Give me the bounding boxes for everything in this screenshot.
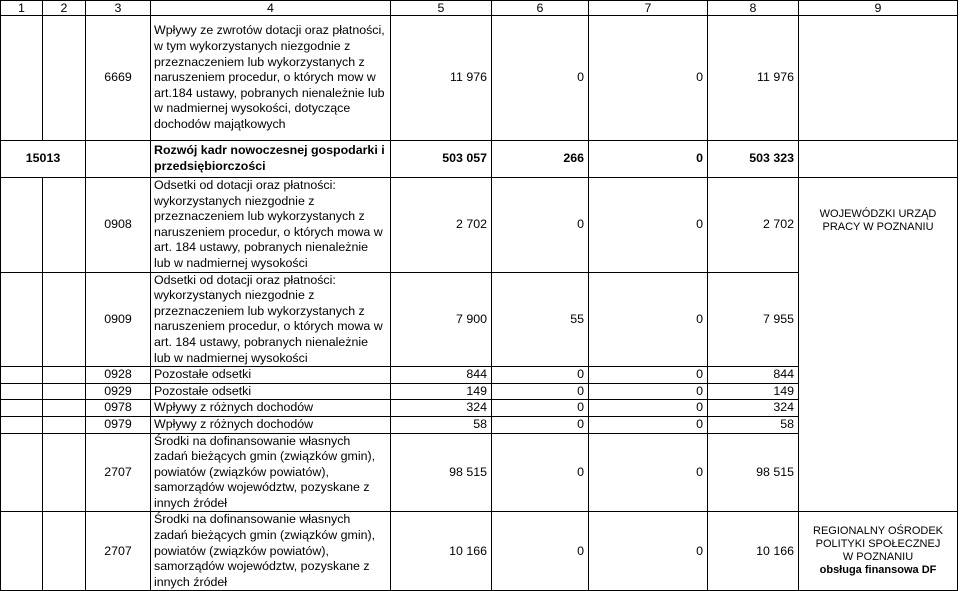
row-description: Środki na dofinansowanie własnych zadań bieżących gmin (związków gmin), powiatów (związków powiatów), samorządów województw, pozyskane z innych źródeł (151, 433, 391, 512)
value-cell: 0 (589, 383, 708, 400)
paragraph-code: 0979 (86, 416, 151, 433)
paragraph-code: 0908 (86, 178, 151, 273)
value-cell: 58 (391, 416, 492, 433)
row-description: Środki na dofinansowanie własnych zadań bieżących gmin (związków gmin), powiatów (związków powiatów), samorządów województw, pozyskane z innych źródeł (151, 512, 391, 591)
row-description: Wpływy z różnych dochodów (151, 416, 391, 433)
table-row (1, 16, 958, 141)
value-cell: 55 (492, 272, 589, 367)
value-cell: 10 166 (708, 512, 799, 591)
value-cell: 0 (492, 416, 589, 433)
col-header: 1 (1, 1, 43, 16)
col-header: 2 (43, 1, 86, 16)
paragraph-code: 0929 (86, 383, 151, 400)
value-cell: 266 (492, 141, 589, 178)
header-row (1, 1, 958, 16)
value-cell: 58 (708, 416, 799, 433)
row-description: Wpływy z różnych dochodów (151, 400, 391, 417)
row-description: Pozostałe odsetki (151, 367, 391, 384)
value-cell: 0 (492, 383, 589, 400)
row-description: Pozostałe odsetki (151, 383, 391, 400)
value-cell: 0 (589, 272, 708, 367)
value-cell: 0 (492, 367, 589, 384)
value-cell: 11 976 (708, 16, 799, 141)
value-cell: 844 (708, 367, 799, 384)
col-header: 5 (391, 1, 492, 16)
paragraph-code: 0978 (86, 400, 151, 417)
value-cell: 0 (492, 16, 589, 141)
col-header: 8 (708, 1, 799, 16)
unit-note: WOJEWÓDZKI URZĄD PRACY W POZNANIU (799, 178, 958, 512)
note-line: W POZNANIU (842, 551, 914, 564)
value-cell: 0 (589, 416, 708, 433)
note-line: obsługa finansowa DF (819, 564, 937, 577)
value-cell: 149 (708, 383, 799, 400)
value-cell: 0 (492, 433, 589, 512)
col-header: 6 (492, 1, 589, 16)
value-cell: 98 515 (708, 433, 799, 512)
value-cell: 149 (391, 383, 492, 400)
table-row (1, 141, 958, 178)
value-cell: 2 702 (708, 178, 799, 273)
value-cell: 0 (589, 512, 708, 591)
value-cell: 11 976 (391, 16, 492, 141)
value-cell: 0 (589, 367, 708, 384)
value-cell: 0 (589, 433, 708, 512)
value-cell: 324 (708, 400, 799, 417)
row-description: Rozwój kadr nowoczesnej gospodarki i przedsiębiorczości (151, 141, 391, 178)
value-cell: 0 (589, 16, 708, 141)
note-line: REGIONALNY OŚRODEK (813, 525, 943, 538)
paragraph-code: 2707 (86, 433, 151, 512)
paragraph-code: 6669 (86, 16, 151, 141)
table-row (1, 178, 958, 273)
value-cell: 503 057 (391, 141, 492, 178)
value-cell: 7 900 (391, 272, 492, 367)
col-header: 9 (799, 1, 958, 16)
row-description: Odsetki od dotacji oraz płatności: wykorzystanych niezgodnie z przeznaczeniem lub wykorzystanych z naruszeniem procedur, o których mowa w art. 184 ustawy, pobranych nienależnie lub w nadmiernej wysokości (151, 272, 391, 367)
paragraph-code: 0928 (86, 367, 151, 384)
row-description: Odsetki od dotacji oraz płatności: wykorzystanych niezgodnie z przeznaczeniem lub wykorzystanych z naruszeniem procedur, o których mowa w art. 184 ustawy, pobranych nienależnie lub w nadmiernej wysokości (151, 178, 391, 273)
value-cell: 2 702 (391, 178, 492, 273)
col-header: 3 (86, 1, 151, 16)
paragraph-code: 0909 (86, 272, 151, 367)
paragraph-code: 2707 (86, 512, 151, 591)
table-row (1, 512, 958, 591)
value-cell: 0 (492, 512, 589, 591)
value-cell: 0 (589, 400, 708, 417)
value-cell: 98 515 (391, 433, 492, 512)
col-header: 7 (589, 1, 708, 16)
value-cell: 0 (492, 400, 589, 417)
col-header: 4 (151, 1, 391, 16)
note-line: POLITYKI SPOŁECZNEJ (815, 538, 941, 551)
value-cell: 503 323 (708, 141, 799, 178)
value-cell: 0 (492, 178, 589, 273)
row-description: Wpływy ze zwrotów dotacji oraz płatności, w tym wykorzystanych niezgodnie z przeznaczeniem lub wykorzystanych z naruszeniem procedur, o których mow w art.184 ustawy, pobranych nienależnie lub w nadmiernej wysokości, dotyczące dochodów majątkowych (151, 16, 391, 141)
value-cell: 0 (589, 178, 708, 273)
value-cell: 7 955 (708, 272, 799, 367)
value-cell: 10 166 (391, 512, 492, 591)
unit-note (799, 512, 958, 591)
chapter-code: 15013 (1, 141, 86, 178)
value-cell: 844 (391, 367, 492, 384)
value-cell: 324 (391, 400, 492, 417)
value-cell: 0 (589, 141, 708, 178)
